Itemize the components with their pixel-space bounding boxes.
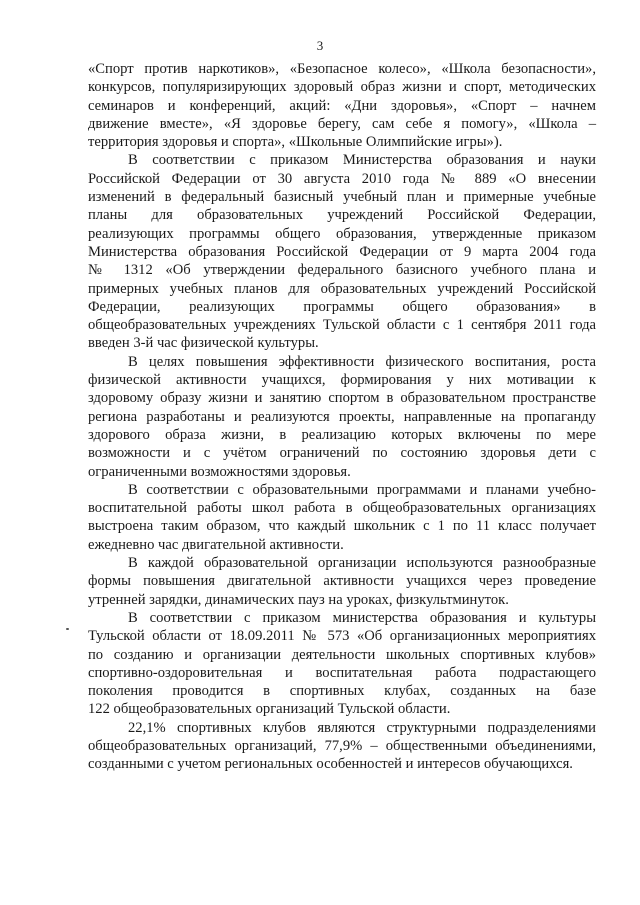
text-line: общеобразовательных учреждениях Тульской области с 1 сентября 2011 года	[88, 317, 596, 334]
text-line: планы для образовательных учреждений Российской Федерации,	[88, 207, 596, 224]
paragraph	[88, 719, 596, 774]
text-line: В соответствии с приказом Министерства образования и науки	[128, 152, 596, 169]
text-line: Министерства образования Российской Федерации от 9 марта 2004 года	[88, 243, 596, 260]
paragraph	[88, 554, 596, 609]
text-line: возможности и с учётом ограничений по состоянию здоровья дети с	[88, 445, 596, 462]
text-line: введен 3-й час физической культуры.	[88, 335, 319, 352]
text-line: семинаров и конференций, акций: «Дни здоровья», «Спорт – начнем	[88, 97, 596, 114]
text-line: региона разработаны и реализуются проекты, направленные на пропаганду	[88, 408, 596, 425]
text-line: формы повышения двигательной активности учащихся через проведение	[88, 573, 596, 590]
text-line: Тульской области от 18.09.2011 № 573 «Об организационных мероприятиях	[88, 628, 596, 645]
text-line: созданными с учетом региональных особенностей и интересов обучающихся.	[88, 756, 573, 773]
paragraph	[88, 151, 596, 352]
text-line: воспитательной работы школ работа в общеобразовательных организациях	[88, 500, 596, 517]
text-line: физической активности учащихся, формирования у них мотивации к	[88, 372, 596, 389]
text-line: № 1312 «Об утверждении федерального базисного учебного плана и	[88, 262, 596, 279]
text-line: В соответствии с приказом министерства образования и культуры	[128, 609, 596, 626]
scan-speck	[66, 628, 69, 630]
text-line: спортивно-оздоровительная и воспитательная работа подрастающего	[88, 664, 596, 681]
paragraph	[88, 481, 596, 554]
text-line: общеобразовательных организаций, 77,9% – общественными объединениями,	[88, 737, 596, 754]
text-line: здоровому образу жизни и занятию спортом в образовательном пространстве	[88, 390, 596, 407]
text-line: Федерации, реализующих программы общего образования» в	[88, 298, 596, 315]
text-line: движение вместе», «Я здоровье берегу, сам себе я помогу», «Школа –	[88, 115, 596, 132]
text-line: реализующих программы общего образования, утвержденные приказом	[88, 225, 596, 242]
text-line: В каждой образовательной организации используются разнообразные	[128, 555, 596, 572]
text-line: примерных учебных планов для образовательных учреждений Российской	[88, 280, 596, 297]
paragraph	[88, 353, 596, 481]
text-line: ограниченными возможностями здоровья.	[88, 463, 351, 480]
text-line: выстроена таким образом, что каждый школьник с 1 по 11 класс получает	[88, 518, 596, 535]
document-body	[88, 60, 596, 774]
text-line: изменений в федеральный базисный учебный план и примерные учебные	[88, 189, 596, 206]
paragraph	[88, 60, 596, 151]
text-line: 122 общеобразовательных организаций Тульской области.	[88, 701, 451, 718]
paragraph	[88, 609, 596, 719]
page-number: 3	[316, 38, 324, 53]
text-line: конкурсов, популяризирующих здоровый образ жизни и спорт, методических	[88, 79, 596, 96]
text-line: поколения проводится в спортивных клубах, созданных на базе	[88, 683, 596, 700]
text-line: ежедневно час двигательной активности.	[88, 536, 344, 553]
text-line: В соответствии с образовательными программами и планами учебно-	[128, 481, 596, 498]
text-line: Российской Федерации от 30 августа 2010 года № 889 «О внесении	[88, 170, 596, 187]
text-line: по созданию и организации деятельности школьных спортивных клубов»	[88, 646, 596, 663]
text-line: территория здоровья и спорта», «Школьные Олимпийские игры»).	[88, 134, 503, 151]
text-line: В целях повышения эффективности физического воспитания, роста	[128, 353, 596, 370]
text-line: 22,1% спортивных клубов являются структурными подразделениями	[128, 719, 596, 736]
text-line: «Спорт против наркотиков», «Безопасное колесо», «Школа безопасности»,	[88, 61, 596, 77]
text-line: здорового образа жизни, в реализацию которых включены по мере	[88, 426, 596, 443]
text-line: утренней зарядки, динамических пауз на уроках, физкультминуток.	[88, 591, 509, 608]
